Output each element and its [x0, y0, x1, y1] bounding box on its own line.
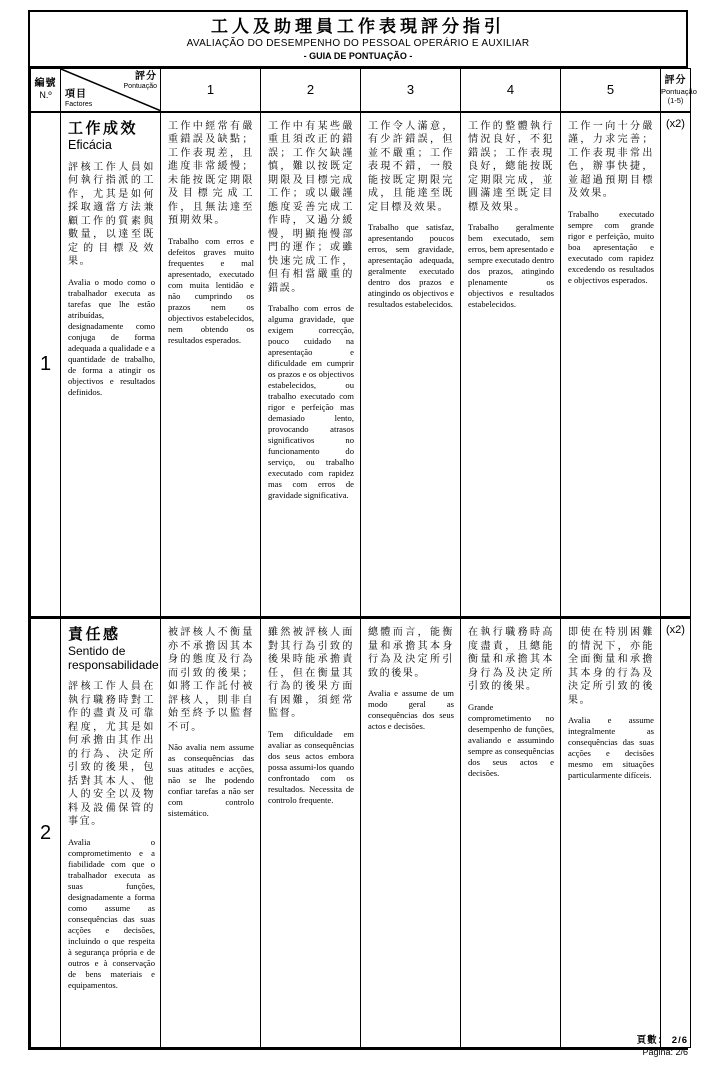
score-text-pt: Tem dificuldade em avaliar as consequências dos seus actos embora possa assumi-los quando confrontado com os resultados. Necessita de controlo frequente. [268, 728, 354, 805]
row-number: 1 [31, 112, 61, 618]
factor-title-pt: Eficácia [68, 137, 112, 152]
score-text-zh: 即使在特別困難的情況下，亦能全面衡量和承擔其本身的行為及決定所引致的後果。 [568, 627, 654, 706]
factor-cell-eficacia [61, 112, 161, 618]
factor-desc-pt: Avalia o comprometimento e a fiabilidade com que o trabalhador executa as suas funções, designadamente a forma como assume as consequências das suas acções e decisões, incluindo o que respeita à segurança própria e de outros e à conservação de bens materiais e equipamentos. [68, 836, 155, 990]
header-result-range: (1-5) [667, 95, 684, 105]
factor-desc-pt: Avalia o modo como o trabalhador executa as tarefas que lhe estão atribuídas, designadamente como conjuga de forma adequada a qualidade e a quantidade de trabalho, de forma a atingir os objectivos e resultados definidos. [68, 276, 155, 397]
document-subtitle: - GUIA DE PONTUAÇÃO - [303, 51, 413, 61]
score-text-zh: 工作中經常有嚴重錯誤及缺點；工作表現差，且進度非常緩慢；未能按既定期限及目標完成工作，且無法達至預期效果。 [168, 120, 254, 226]
table-header-row [31, 69, 691, 112]
header-number-pt: N.º [39, 90, 52, 101]
evaluation-guide-table [28, 10, 697, 1050]
header-score-col-4: 4 [461, 69, 561, 112]
score-text-pt: Não avalia nem assume as consequências das suas atitudes e acções, não se lhe podendo confiar tarefas a não ser com controlo sistemático. [168, 742, 254, 818]
document-header [30, 12, 686, 68]
page-number-zh: 頁數： 2/6 [636, 1035, 688, 1046]
header-factor-pt: Factores [65, 100, 93, 108]
header-score-col-1: 1 [161, 69, 261, 112]
factor-title-zh: 工作成效 [68, 119, 139, 137]
header-score-col-3: 3 [361, 69, 461, 112]
header-result-pt: Pontuação [661, 86, 697, 96]
score-text-zh: 雖然被評核人面對其行為引致的後果時能承擔責任，但在衡量其行為的後果方面有困難，須經常監督。 [268, 627, 354, 719]
score-cell-5 [561, 112, 661, 618]
header-score-col-5: 5 [561, 69, 661, 112]
score-text-zh: 工作令人滿意，有少許錯誤，但並不嚴重；工作表現不錯，一般能按既定期限完成，且能達至既定目標及效果。 [368, 120, 454, 213]
score-cell-5 [561, 618, 661, 1048]
score-cell-2 [261, 618, 361, 1048]
score-cell-4 [461, 112, 561, 618]
row-number: 2 [31, 618, 61, 1048]
table-row-factor-2 [31, 618, 691, 1048]
header-result-zh: 評分 [664, 74, 687, 86]
score-cell-3 [361, 618, 461, 1048]
header-factor-label [65, 89, 92, 109]
score-cell-1 [161, 112, 261, 618]
score-text-zh: 總體而言，能衡量和承擔其本身行為及決定所引致的後果。 [368, 627, 454, 679]
document-title-pt: AVALIAÇÃO DO DESEMPENHO DO PESSOAL OPERÁRIO E AUXILIAR [186, 38, 530, 49]
score-text-pt: Trabalho que satisfaz, apresentando poucos erros, sem gravidade, apresentação adequada, geralmente executado dentro dos prazos e atingindo os objectivos e resultados estabelecidos. [368, 222, 454, 309]
factor-title-pt: Sentido de responsabilidade [68, 644, 159, 672]
score-cell-2 [261, 112, 361, 618]
score-text-zh: 在執行職務時高度盡責，且總能衡量和承擔其本身行為及決定所引致的後果。 [468, 627, 554, 692]
page-number-pt: Página: 2/6 [642, 1047, 688, 1057]
score-cell-4 [461, 618, 561, 1048]
header-number-cell [31, 69, 61, 112]
header-score-col-2: 2 [261, 69, 361, 112]
header-result-cell [661, 69, 697, 112]
score-text-pt: Trabalho executado sempre com grande rigor e perfeição, muito boa apresentação e executado com rapidez excedendo os resultados e objectivos esperados. [568, 208, 654, 285]
score-text-pt: Trabalho com erros e defeitos graves muito frequentes e mal apresentado, executado com muita lentidão e não cumprindo os prazos nem os objectivos estabelecidos, nem obtendo os resultados esperados. [168, 235, 254, 345]
table-row-factor-1 [31, 112, 691, 618]
header-factor-zh: 項目 [65, 88, 87, 100]
score-text-pt: Avalia e assume de um modo geral as consequências dos seus actos e decisões. [368, 688, 454, 731]
weight-multiplier: (x2) [661, 112, 691, 618]
score-text-pt: Trabalho geralmente bem executado, sem erros, bem apresentado e sempre executado dentro dos prazos, atingindo plenamente os objectivos e resultados estabelecidos. [468, 222, 554, 309]
factor-cell-responsabilidade [61, 618, 161, 1048]
factor-desc-zh: 評核工作人員如何執行指派的工作，尤其是如何採取適當方法兼顧工作的質素與數量，以達至既定的目標及效果。 [68, 161, 155, 267]
score-text-zh: 工作一向十分嚴謹，力求完善；工作表現非常出色，辦事快捷，並超過預期目標及效果。 [568, 120, 654, 199]
header-score-pt: Pontuação [123, 83, 157, 90]
score-cell-1 [161, 618, 261, 1048]
document-title-zh: 工人及助理員工作表現評分指引 [211, 17, 505, 36]
scoring-table [30, 68, 697, 1048]
header-score-label [124, 71, 157, 91]
score-text-pt: Trabalho com erros de alguma gravidade, que exigem correcção, pouco cuidado na apresentação e dificuldade em cumprir os prazos e os objectivos estabelecidos, ou trabalho executado com rigor e perfeição mas demasiado lento, provocando atrasos significativos no funcionamento do serviço, ou trabalho executado com rapidez mas com erros de gravidade significativa. [268, 303, 354, 500]
score-text-zh: 工作的整體執行情況良好，不犯錯誤；工作表現良好，總能按既定期限完成，並圓滿達至既定目標及效果。 [468, 120, 554, 213]
score-cell-3 [361, 112, 461, 618]
score-text-zh: 被評核人不衡量亦不承擔因其本身的態度及行為而引致的後果；如將工作託付被評核人，則非自始至終予以監督不可。 [168, 627, 254, 733]
header-number-zh: 編號 [34, 78, 57, 90]
factor-desc-zh: 評核工作人員在執行職務時對工作的盡責及可靠程度，尤其是如何承擔由其作出的行為、決定所引致的後果，包括對其本人、他人的安全以及物料及設備保管的事宜。 [68, 681, 155, 827]
weight-multiplier: (x2) [661, 618, 691, 1048]
factor-title-zh: 責任感 [68, 626, 121, 643]
page-footer [637, 1035, 688, 1058]
score-text-pt: Grande comprometimento no desempenho de funções, avaliando e assumindo sempre as consequências dos seus actos e decisões. [468, 701, 554, 778]
header-factor-score-cell [61, 69, 161, 112]
score-text-pt: Avalia e assume integralmente as consequências das suas acções e decisões mesmo em situações particularmente difíceis. [568, 715, 654, 780]
score-text-zh: 工作中有某些嚴重且須改正的錯誤；工作欠缺謹慎，難以按既定期限及目標完成工作；或以嚴謹態度妥善完成工作時，又過分緩慢，明顯拖慢部門的運作；或雖快速完成工作，但有相當嚴重的錯誤。 [268, 120, 354, 294]
header-score-zh: 評分 [135, 71, 157, 82]
